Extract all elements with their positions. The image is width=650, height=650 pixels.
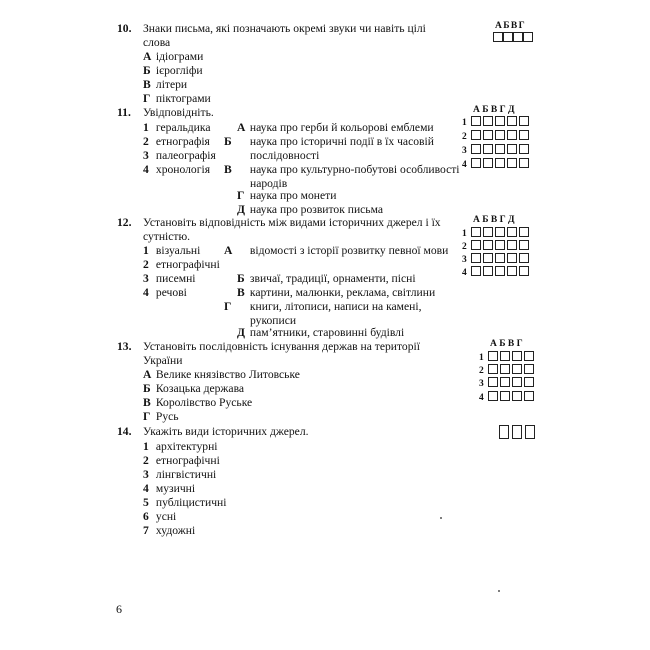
q12-cell[interactable] [495,227,505,237]
q12-cell[interactable] [483,266,493,276]
q13-cell[interactable] [512,351,522,361]
q10-cell-c[interactable] [513,32,523,42]
q13-cell[interactable] [500,391,510,401]
q11-cell[interactable] [519,144,529,154]
q12-cell[interactable] [495,253,505,263]
q12-cell[interactable] [471,266,481,276]
q13-option-b: Б Козацька держава [143,382,245,395]
q12-row-label: 4 [462,268,467,278]
q11-cell[interactable] [483,144,493,154]
q10-option-d: Г піктограми [143,92,211,105]
q13-option-d: Г Русь [143,410,179,423]
q11-right-a: А наука про герби й кольорові емблеми [237,121,434,134]
q11-cell[interactable] [507,144,517,154]
q10-cell-d[interactable] [523,32,533,42]
q12-text: Установіть відповідність між видами історичних джерел і їх сутністю. [143,216,441,243]
q11-number: 11. [117,106,131,119]
q12-cell[interactable] [519,227,529,237]
q13-cell[interactable] [524,364,534,374]
scan-speck [498,590,500,592]
q14-option-7: 7 художні [143,524,196,537]
q12-cell[interactable] [519,240,529,250]
q11-cell[interactable] [507,116,517,126]
q12-cell[interactable] [519,266,529,276]
q12-cell[interactable] [471,253,481,263]
q12-cell[interactable] [507,253,517,263]
q13-cell[interactable] [500,364,510,374]
q10-option-a: А ідіограми [143,50,204,63]
q12-row-label: 3 [462,255,467,265]
q12-number: 12. [117,216,132,229]
q13-row-label: 4 [479,393,484,403]
q11-cell[interactable] [483,130,493,140]
q12-cell[interactable] [507,227,517,237]
q11-right-d: Г наука про монети [237,189,337,202]
q13-option-a: А Велике князівство Литовське [143,368,300,381]
q13-cell[interactable] [488,377,498,387]
q13-cell[interactable] [500,377,510,387]
q12-cell[interactable] [483,227,493,237]
q11-left-1: 1 геральдика [143,121,211,134]
q11-cell[interactable] [483,158,493,168]
q13-row-label: 3 [479,379,484,389]
q12-right-a: А відомості з історії розвитку певної мови [224,244,449,257]
q11-cell[interactable] [495,158,505,168]
q14-answer-box[interactable] [499,425,509,439]
q13-row-label: 1 [479,353,484,363]
q11-right-e: Д наука про розвиток письма [237,203,384,216]
q11-text: Увідповідніть. [143,106,214,119]
q14-option-3: 3 лінгвістичні [143,468,217,481]
q13-number: 13. [117,340,132,353]
q12-cell[interactable] [471,240,481,250]
q11-left-2: 2 етнографія [143,135,210,148]
q11-cell[interactable] [471,116,481,126]
q13-cell[interactable] [524,351,534,361]
q11-grid-header: А Б В Г Д [473,105,515,115]
page-number: 6 [116,602,122,616]
q12-left-2: 2 етнографічні [143,258,220,271]
q10-number: 10. [117,22,132,35]
q11-left-3: 3 палеографія [143,149,216,162]
q11-cell[interactable] [471,144,481,154]
q12-row-label: 1 [462,229,467,239]
q12-cell[interactable] [519,253,529,263]
q11-cell[interactable] [519,116,529,126]
q10-cell-a[interactable] [493,32,503,42]
q13-cell[interactable] [488,364,498,374]
q11-right-b: Б наука про історичні події в їх часовій послідовності [224,135,434,162]
q11-left-4: 4 хронологія [143,163,211,176]
q12-row-label: 2 [462,242,467,252]
q10-cell-b[interactable] [503,32,513,42]
q14-answer-box[interactable] [512,425,522,439]
q13-cell[interactable] [524,391,534,401]
q14-option-2: 2 етнографічні [143,454,220,467]
q12-cell[interactable] [507,266,517,276]
q13-option-c: В Королівство Руське [143,396,253,409]
q12-grid-header: А Б В Г Д [473,215,515,225]
q14-option-4: 4 музичні [143,482,196,495]
q14-number: 14. [117,425,132,438]
q12-left-1: 1 візуальні [143,244,201,257]
q11-row-label: 4 [462,160,467,170]
q12-right-e: Д пам’ятники, старовинні будівлі [237,326,405,339]
q11-right-c: В наука про культурно-побутові особливості народів [224,163,460,190]
q12-left-4: 4 речові [143,286,187,299]
q12-right-d: Г книги, літописи, написи на камені, рукописи [224,300,422,327]
q14-answer-box[interactable] [525,425,535,439]
q11-row-label: 2 [462,132,467,142]
q11-cell[interactable] [495,130,505,140]
q13-cell[interactable] [488,391,498,401]
q11-cell[interactable] [483,116,493,126]
q12-right-c: В картини, малюнки, реклама, світлини [237,286,436,299]
q12-cell[interactable] [483,253,493,263]
q10-option-b: Б ієрогліфи [143,64,203,77]
q12-cell[interactable] [495,240,505,250]
q14-option-5: 5 публіцистичні [143,496,227,509]
q13-cell[interactable] [512,391,522,401]
q11-cell[interactable] [495,116,505,126]
q13-grid-header: А Б В Г [490,339,523,349]
q11-cell[interactable] [495,144,505,154]
q11-row-label: 3 [462,146,467,156]
q13-cell[interactable] [524,377,534,387]
q10-option-c: В літери [143,78,188,91]
q11-cell[interactable] [507,130,517,140]
q12-cell[interactable] [507,240,517,250]
q12-cell[interactable] [495,266,505,276]
q13-text: Установіть послідовність існування держав на території України [143,340,420,367]
q11-cell[interactable] [507,158,517,168]
q14-option-6: 6 усні [143,510,177,523]
q12-left-3: 3 писемні [143,272,196,285]
q14-option-1: 1 архітектурні [143,440,218,453]
scan-speck [440,517,442,519]
q13-row-label: 2 [479,366,484,376]
q10-grid-header: А Б В Г [495,21,525,31]
q13-cell[interactable] [488,351,498,361]
q12-cell[interactable] [471,227,481,237]
q11-cell[interactable] [519,130,529,140]
q14-text: Укажіть види історичних джерел. [143,425,309,438]
q11-cell[interactable] [471,158,481,168]
q11-cell[interactable] [471,130,481,140]
q13-cell[interactable] [500,351,510,361]
q12-right-b: Б звичаї, традиції, орнаменти, пісні [237,272,416,285]
q11-cell[interactable] [519,158,529,168]
q12-cell[interactable] [483,240,493,250]
q13-cell[interactable] [512,377,522,387]
q11-row-label: 1 [462,118,467,128]
q10-text: Знаки письма, які позначають окремі звуки чи навіть цілі слова [143,22,426,49]
q13-cell[interactable] [512,364,522,374]
